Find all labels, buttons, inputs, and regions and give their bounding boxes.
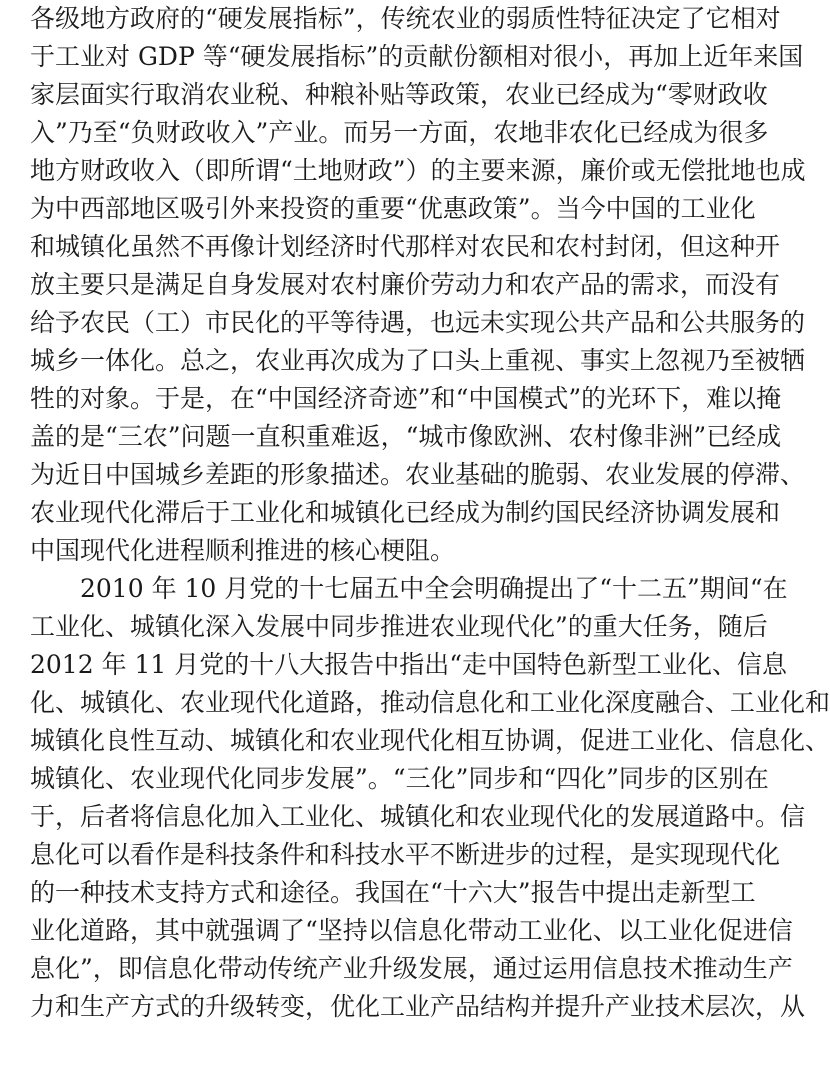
text-line: 城乡一体化。总之，农业再次成为了口头上重视、事实上忽视乃至被牺 (30, 346, 806, 375)
text-line: 工业化、城镇化深入发展中同步推进农业现代化”的重大任务，随后 (30, 612, 768, 641)
text-line: 业化道路，其中就强调了“坚持以信息化带动工业化、以工业化促进信 (30, 916, 793, 945)
text-line: 的一种技术支持方式和途径。我国在“十六大”报告中提出走新型工 (30, 878, 756, 907)
text-line: 化、城镇化、农业现代化道路，推动信息化和工业化深度融合、工业化和 (30, 688, 830, 717)
text-line: 为近日中国城乡差距的形象描述。农业基础的脆弱、农业发展的停滞、 (30, 460, 806, 489)
text-line: 2012 年 11 月党的十八大报告中指出“走中国特色新型工业化、信息 (30, 650, 788, 679)
text-line: 力和生产方式的升级转变，优化工业产品结构并提升产业技术层次，从 (30, 992, 806, 1021)
text-line: 息化可以看作是科技条件和科技水平不断进步的过程，是实现现代化 (30, 840, 781, 869)
text-line: 2010 年 10 月党的十七届五中全会明确提出了“十二五”期间“在 (80, 574, 788, 603)
text-line: 入”乃至“负财政收入”产业。而另一方面，农地非农化已经成为很多 (30, 118, 769, 147)
text-line: 和城镇化虽然不再像计划经济时代那样对农民和农村封闭，但这种开 (30, 232, 781, 261)
text-line: 地方财政收入（即所谓“土地财政”）的主要来源，廉价或无偿批地也成 (30, 156, 806, 185)
text-line: 为中西部地区吸引外来投资的重要“优惠政策”。当今中国的工业化 (30, 194, 756, 223)
text-line: 城镇化良性互动、城镇化和农业现代化相互协调，促进工业化、信息化、 (30, 726, 830, 755)
paragraph-2 (30, 570, 830, 1026)
text-line: 盖的是“三农”问题一直积重难返，“城市像欧洲、农村像非洲”已经成 (30, 422, 782, 451)
paragraph-1 (30, 0, 806, 570)
text-line: 给予农民（工）市民化的平等待遇，也远未实现公共产品和公共服务的 (30, 308, 806, 337)
text-line: 于，后者将信息化加入工业化、城镇化和农业现代化的发展道路中。信 (30, 802, 806, 831)
text-line: 牲的对象。于是，在“中国经济奇迹”和“中国模式”的光环下，难以掩 (30, 384, 782, 413)
text-line: 农业现代化滞后于工业化和城镇化已经成为制约国民经济协调发展和 (30, 498, 781, 527)
text-line: 中国现代化进程顺利推进的核心梗阻。 (30, 536, 456, 565)
text-line: 于工业对 GDP 等“硬发展指标”的贡献份额相对很小，再加上近年来国 (30, 42, 804, 71)
text-line: 息化”，即信息化带动传统产业升级发展，通过运用信息技术推动生产 (30, 954, 793, 983)
text-line: 城镇化、农业现代化同步发展”。“三化”同步和“四化”同步的区别在 (30, 764, 769, 793)
text-line: 家层面实行取消农业税、种粮补贴等政策，农业已经成为“零财政收 (30, 80, 768, 109)
text-line: 放主要只是满足自身发展对农村廉价劳动力和农产品的需求，而没有 (30, 270, 781, 299)
text-line: 各级地方政府的“硬发展指标”，传统农业的弱质性特征决定了它相对 (30, 4, 781, 33)
